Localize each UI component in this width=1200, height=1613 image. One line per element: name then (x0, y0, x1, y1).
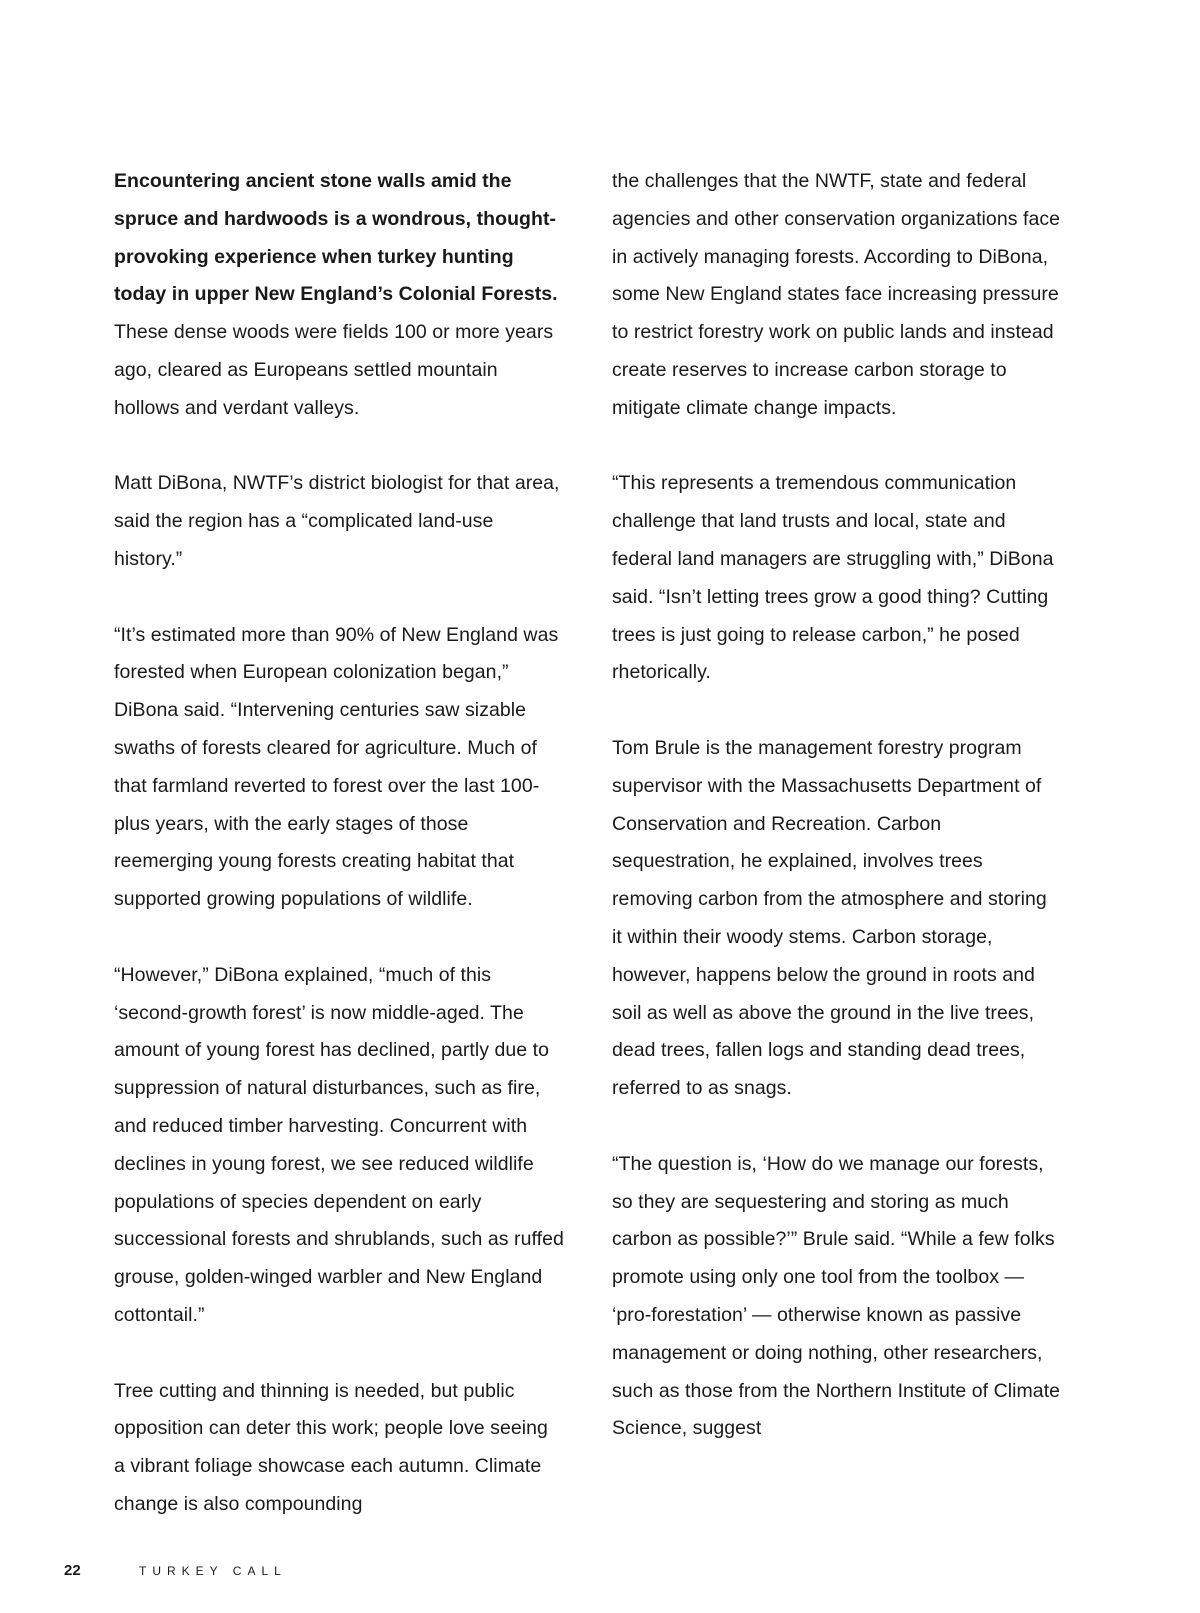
article-paragraph: the challenges that the NWTF, state and federal agencies and other conservation organizations face in actively managing forests. According to DiBona, some New England states face increasing pressure to restrict forestry work on public lands and instead create reserves to increase carbon storage to mitigate climate change impacts. (612, 170, 1061, 419)
article-paragraph: “However,” DiBona explained, “much of this ‘second-growth forest’ is now middle-aged. The amount of young forest has declined, partly due to suppression of natural disturbances, such as fire, and reduced timber harvesting. Concurrent with declines in young forest, we see reduced wildlife populations of species dependent on early successional forests and shrublands, such as ruffed grouse, golden-winged warbler and New England cottontail.” (114, 963, 564, 1326)
page-number: 22 (64, 1562, 81, 1579)
article-paragraph (114, 163, 564, 428)
article-left-column (114, 163, 564, 1561)
page-footer (0, 1562, 1200, 1592)
paragraph-text: These dense woods were fields 100 or more years ago, cleared as Europeans settled mountain hollows and verdant valleys. (114, 321, 554, 419)
article-paragraph: “This represents a tremendous communication challenge that land trusts and local, state and federal land managers are struggling with,” DiBona said. “Isn’t letting trees grow a good thing? Cutting trees is just going to release carbon,” he posed rhetorically. (612, 472, 1054, 684)
article-paragraph: Tom Brule is the management forestry program supervisor with the Massachusetts Department of Conservation and Recreation. Carbon sequestration, he explained, involves trees removing carbon from the atmosphere and storing it within their woody stems. Carbon storage, however, happens below the ground in roots and soil as well as above the ground in the live trees, dead trees, fallen logs and standing dead trees, referred to as snags. (612, 736, 1047, 1100)
article-paragraph: Matt DiBona, NWTF’s district biologist for that area, said the region has a “complicated land-use history.” (114, 472, 560, 570)
magazine-name: TURKEY CALL (139, 1564, 287, 1578)
article-right-column (612, 163, 1062, 1486)
article-paragraph: Tree cutting and thinning is needed, but public opposition can deter this work; people love seeing a vibrant foliage showcase each autumn. Climate change is also compounding (114, 1379, 548, 1515)
article-paragraph: “The question is, ‘How do we manage our forests, so they are sequestering and storing as much carbon as possible?’” Brule said. “While a few folks promote using only one tool from the toolbox — ‘pro-forestation’ — otherwise known as passive management or doing nothing, other researchers, such as those from the Northern Institute of Climate Science, suggest (612, 1152, 1061, 1440)
lead-sentence: Encountering ancient stone walls amid the spruce and hardwoods is a wondrous, thought-provoking experience when turkey hunting today in upper New England’s Colonial Forests. (114, 170, 558, 306)
article-paragraph: “It’s estimated more than 90% of New England was forested when European colonization began,” DiBona said. “Intervening centuries saw sizable swaths of forests cleared for agriculture. Much of that farmland reverted to forest over the last 100-plus years, with the early stages of those reemerging young forests creating habitat that supported growing populations of wildlife. (114, 623, 559, 911)
